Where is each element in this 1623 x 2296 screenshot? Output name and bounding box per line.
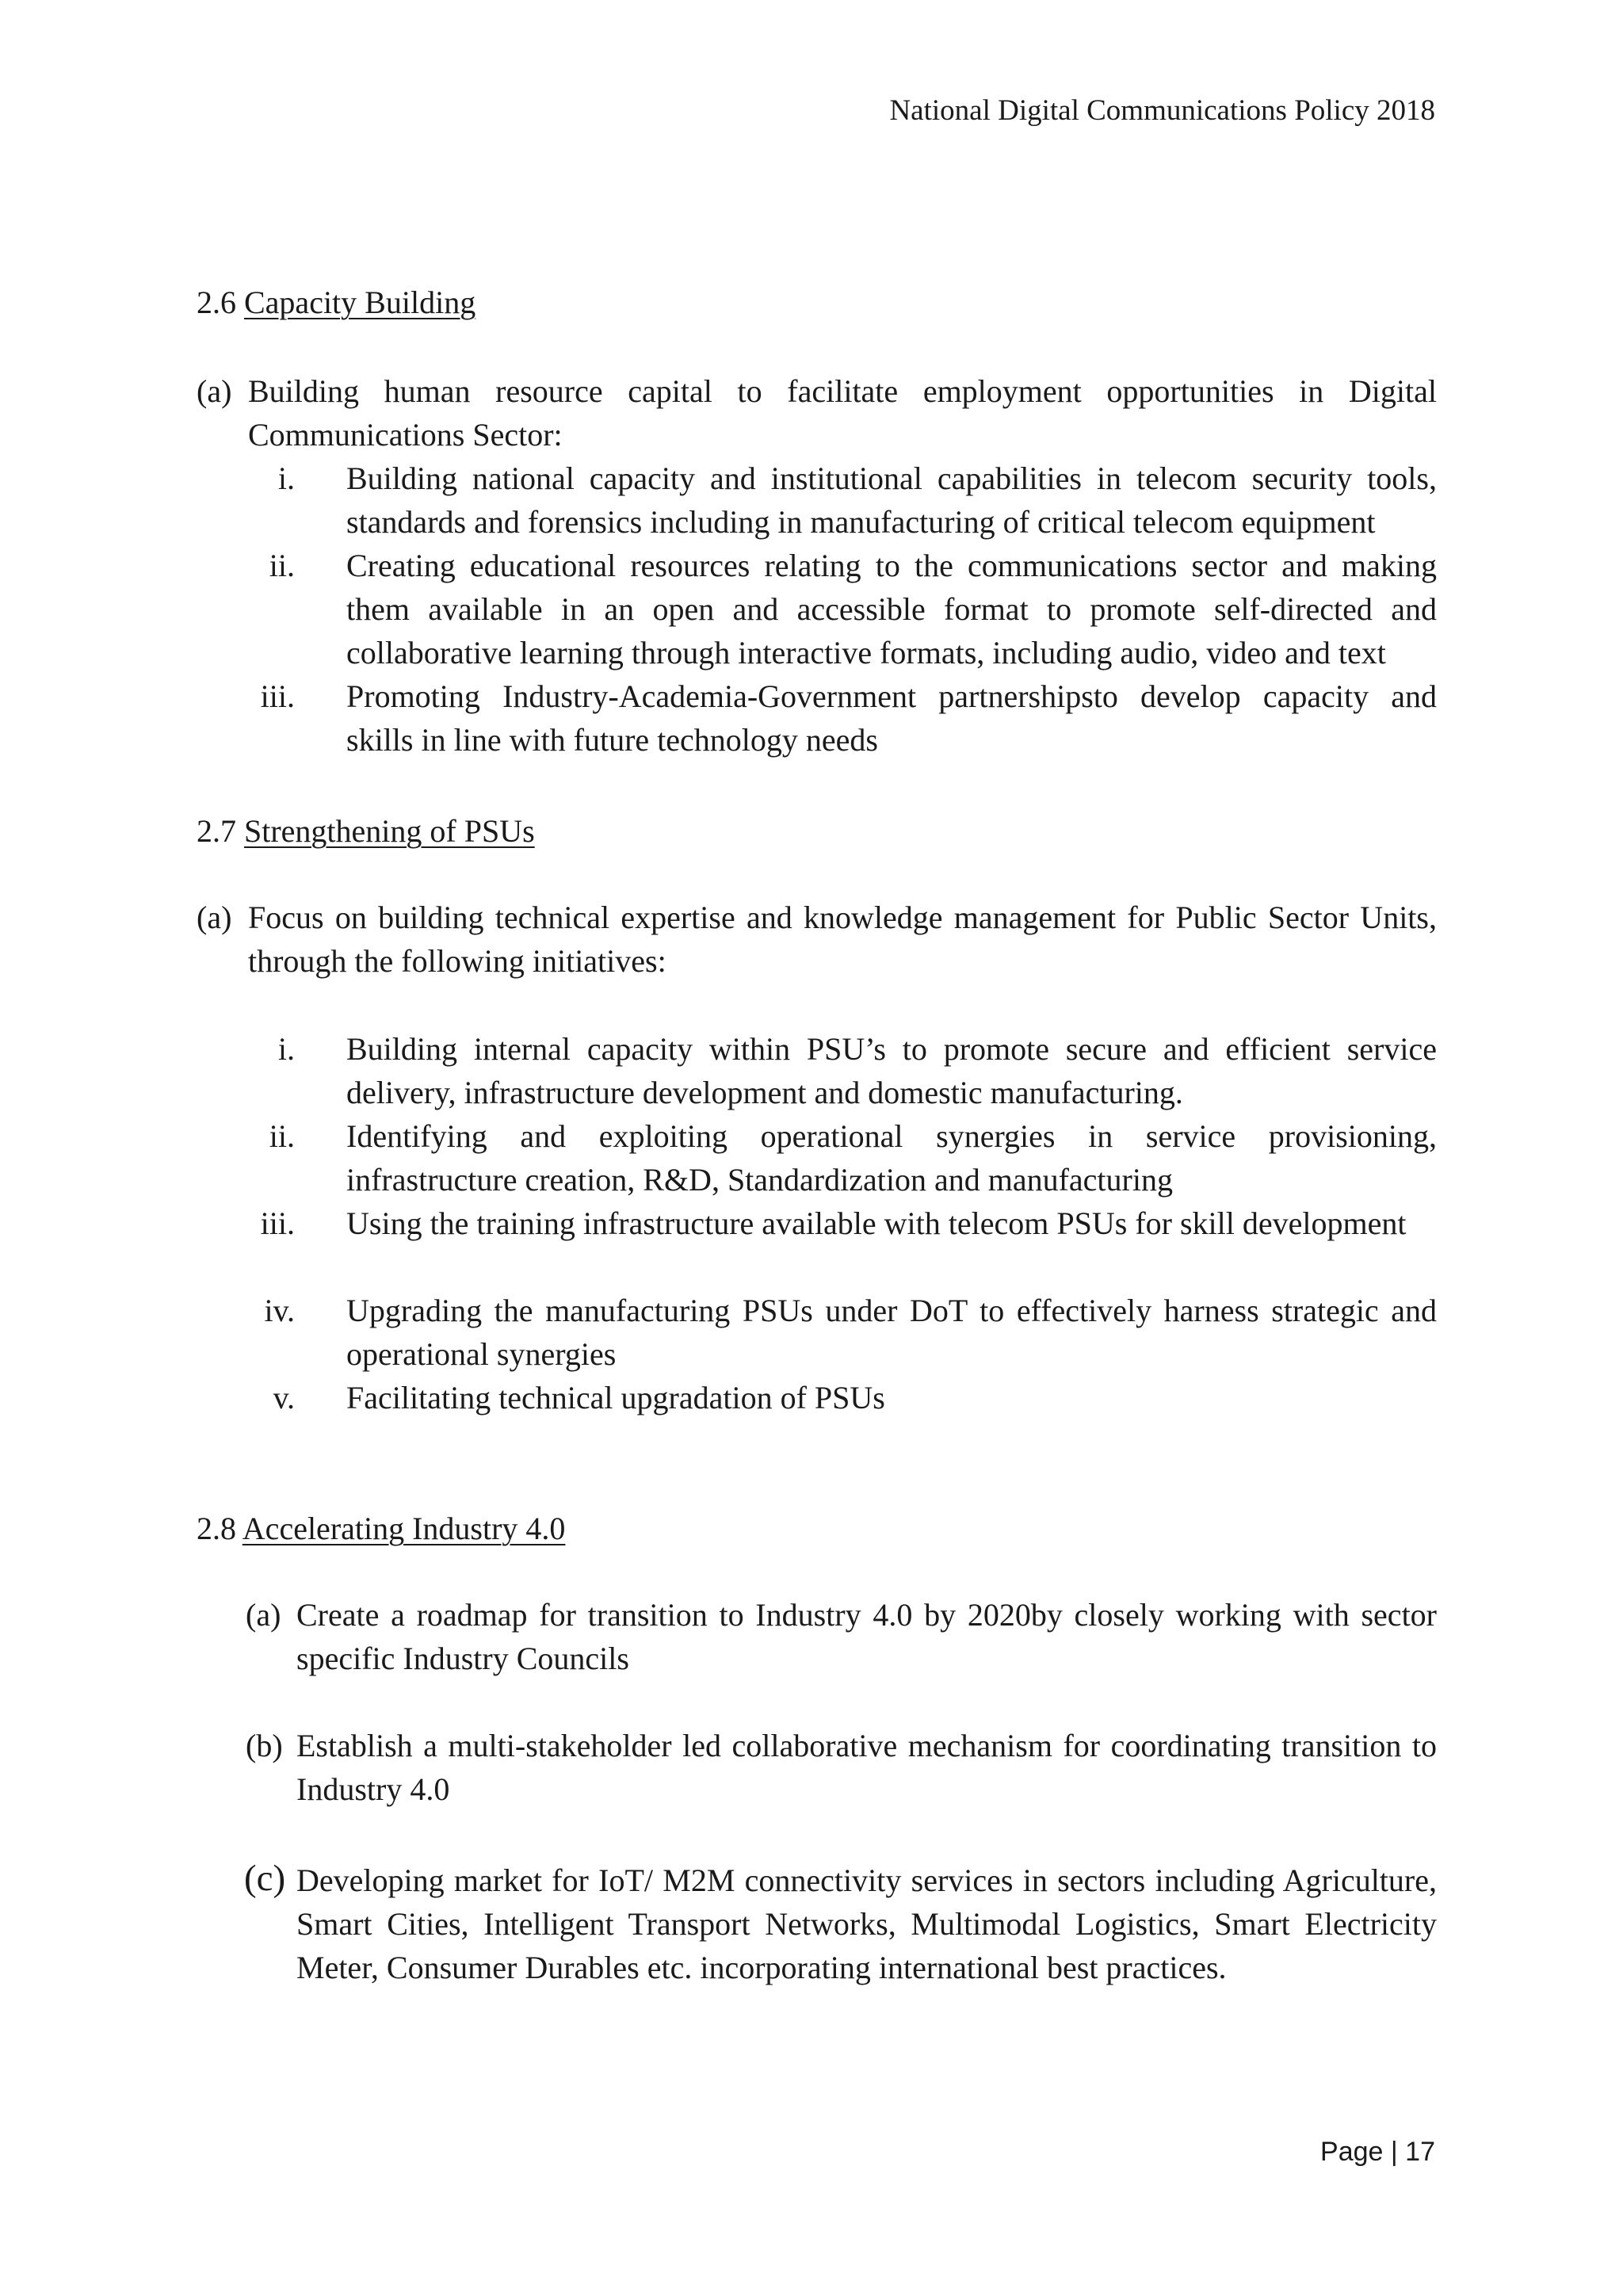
list-item: Promoting Industry-Academia-Government partnershipsto develop capacity and skills in line with future technology needs bbox=[346, 678, 1437, 758]
section-number: 2.8 bbox=[197, 1511, 236, 1546]
section-title: Strengthening of PSUs bbox=[244, 813, 535, 849]
section-title: Accelerating Industry 4.0 bbox=[242, 1511, 566, 1546]
list-item: Upgrading the manufacturing PSUs under DoT to effectively harness strategic and operational synergies bbox=[346, 1293, 1437, 1372]
list-item: Building internal capacity within PSU’s to promote secure and efficient service delivery, infrastructure development and domestic manufacturing. bbox=[346, 1031, 1437, 1110]
list-number: ii. bbox=[269, 1118, 295, 1154]
list-number: iii. bbox=[260, 678, 295, 714]
list-number: i. bbox=[277, 1031, 295, 1067]
list-number: i. bbox=[277, 460, 295, 496]
section-number: 2.7 bbox=[197, 813, 236, 849]
section-number: 2.6 bbox=[197, 285, 236, 320]
paragraph: Create a roadmap for transition to Industry 4.0 by 2020by closely working with sector specific Industry Councils bbox=[296, 1597, 1437, 1676]
list-item: Building national capacity and institutional capabilities in telecom security tools, standards and forensics including in manufacturing of critical telecom equipment bbox=[346, 460, 1437, 540]
list-number: iii. bbox=[260, 1205, 295, 1241]
page-header: National Digital Communications Policy 2018 bbox=[889, 94, 1435, 127]
page-number: 17 bbox=[1405, 2137, 1435, 2167]
paragraph: Building human resource capital to facilitate employment opportunities in Digital Communications Sector: bbox=[248, 373, 1437, 453]
item-label: (a) bbox=[197, 373, 232, 409]
paragraph: Establish a multi-stakeholder led collaborative mechanism for coordinating transition to Industry 4.0 bbox=[296, 1728, 1437, 1807]
page-label: Page bbox=[1320, 2137, 1384, 2167]
item-label: (a) bbox=[197, 900, 232, 935]
paragraph: Focus on building technical expertise and knowledge management for Public Sector Units, through the following initiatives: bbox=[248, 900, 1437, 979]
section-heading-2-8 bbox=[197, 1510, 565, 1547]
list-item: Using the training infrastructure available with telecom PSUs for skill development bbox=[346, 1205, 1407, 1241]
list-number: iv. bbox=[264, 1293, 295, 1328]
list-item: Identifying and exploiting operational synergies in service provisioning, infrastructure creation, R&D, Standardization and manufacturing bbox=[346, 1118, 1437, 1198]
page-footer bbox=[1320, 2137, 1435, 2168]
list-item: Facilitating technical upgradation of PSUs bbox=[346, 1380, 885, 1415]
list-number: ii. bbox=[269, 548, 295, 583]
section-heading-2-6 bbox=[197, 284, 475, 321]
list-item: Creating educational resources relating to the communications sector and making them available in an open and accessible format to promote self-directed and collaborative learning through interactive formats, including audio, video and text bbox=[346, 548, 1437, 670]
page-separator: | bbox=[1390, 2137, 1398, 2167]
item-label: (c) bbox=[244, 1858, 286, 1899]
item-label: (b) bbox=[246, 1728, 283, 1763]
section-title: Capacity Building bbox=[244, 285, 476, 320]
item-label: (a) bbox=[246, 1597, 281, 1633]
section-heading-2-7 bbox=[197, 812, 535, 850]
list-number: v. bbox=[273, 1380, 295, 1415]
paragraph: Developing market for IoT/ M2M connectivity services in sectors including Agriculture, Smart Cities, Intelligent Transport Networks, Multimodal Logistics, Smart Electricity Meter, Consumer Durables etc. incorporating international best practices. bbox=[296, 1862, 1437, 1985]
